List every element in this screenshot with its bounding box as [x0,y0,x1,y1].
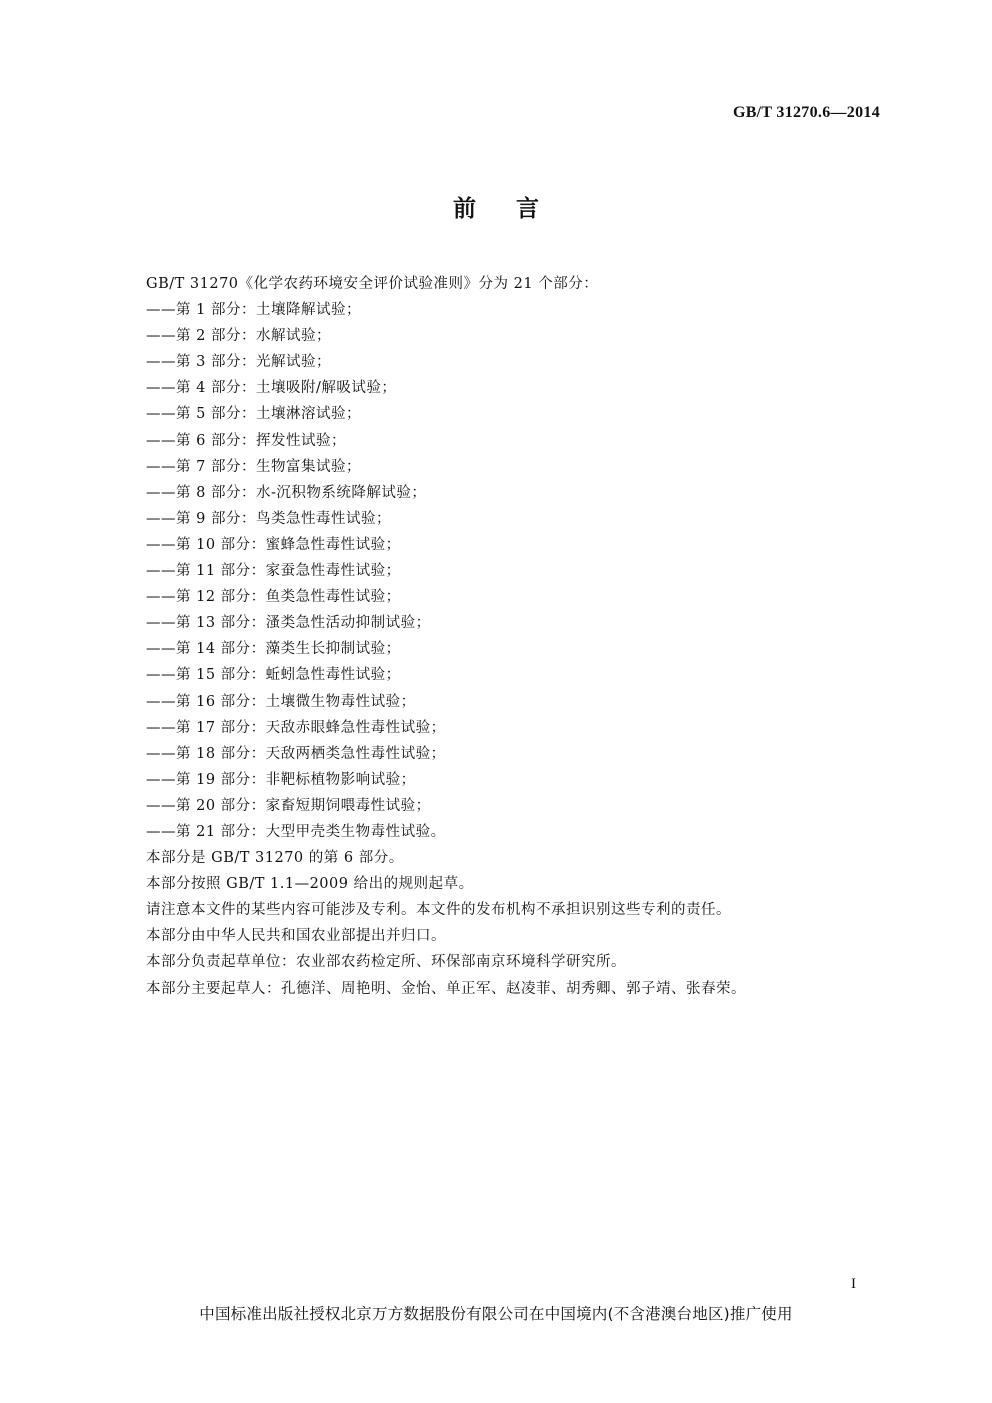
part-list-item: ——第 12 部分：鱼类急性毒性试验； [146,589,401,606]
part-list-item: ——第 13 部分：溞类急性活动抑制试验； [146,615,431,632]
statement-paragraph: 本部分由中华人民共和国农业部提出并归口。 [146,928,446,945]
part-list-item: ——第 7 部分：生物富集试验； [146,458,361,475]
parts-list [146,297,866,845]
part-list-item: ——第 17 部分：天敌赤眼蜂急性毒性试验； [146,719,446,736]
part-list-item: ——第 15 部分：蚯蚓急性毒性试验； [146,667,401,684]
part-list-item: ——第 19 部分：非靶标植物影响试验； [146,771,416,788]
part-list-item: ——第 8 部分：水-沉积物系统降解试验； [146,484,427,501]
part-list-item: ——第 6 部分：挥发性试验； [146,432,346,449]
part-list-item: ——第 4 部分：土壤吸附/解吸试验； [146,380,397,397]
part-list-item: ——第 9 部分：鸟类急性毒性试验； [146,510,391,527]
statement-paragraph: 本部分主要起草人：孔德洋、周艳明、金怡、单正军、赵凌菲、胡秀卿、郭子靖、张春荣。 [146,980,746,997]
statement-paragraph: 请注意本文件的某些内容可能涉及专利。本文件的发布机构不承担识别这些专利的责任。 [146,902,731,919]
foreword-body [146,271,866,1002]
part-list-item: ——第 21 部分：大型甲壳类生物毒性试验。 [146,823,446,840]
part-list-item: ——第 16 部分：土壤微生物毒性试验； [146,693,416,710]
intro-paragraph: GB/T 31270《化学农药环境安全评价试验准则》分为 21 个部分： [146,276,599,292]
part-list-item: ——第 2 部分：水解试验； [146,328,331,345]
statement-paragraph: 本部分是 GB/T 31270 的第 6 部分。 [146,850,404,867]
part-list-item: ——第 20 部分：家畜短期饲喂毒性试验； [146,797,431,814]
part-list-item: ——第 5 部分：土壤淋溶试验； [146,406,361,423]
part-list-item: ——第 3 部分：光解试验； [146,354,331,371]
part-list-item: ——第 14 部分：藻类生长抑制试验； [146,641,401,658]
page-title: 前言 [453,196,579,222]
part-list-item: ——第 18 部分：天敌两栖类急性毒性试验； [146,745,446,762]
copyright-footer: 中国标准出版社授权北京万方数据股份有限公司在中国境内(不含港澳台地区)推广使用 [199,1305,793,1323]
statement-paragraph: 本部分按照 GB/T 1.1—2009 给出的规则起草。 [146,876,474,893]
part-list-item: ——第 1 部分：土壤降解试验； [146,302,361,319]
page-number: I [851,1276,856,1292]
standard-code: GB/T 31270.6—2014 [732,104,880,121]
part-list-item: ——第 11 部分：家蚕急性毒性试验； [146,563,401,580]
part-list-item: ——第 10 部分：蜜蜂急性毒性试验； [146,536,401,553]
statement-paragraph: 本部分负责起草单位：农业部农药检定所、环保部南京环境科学研究所。 [146,954,626,971]
statements-list [146,845,866,1002]
